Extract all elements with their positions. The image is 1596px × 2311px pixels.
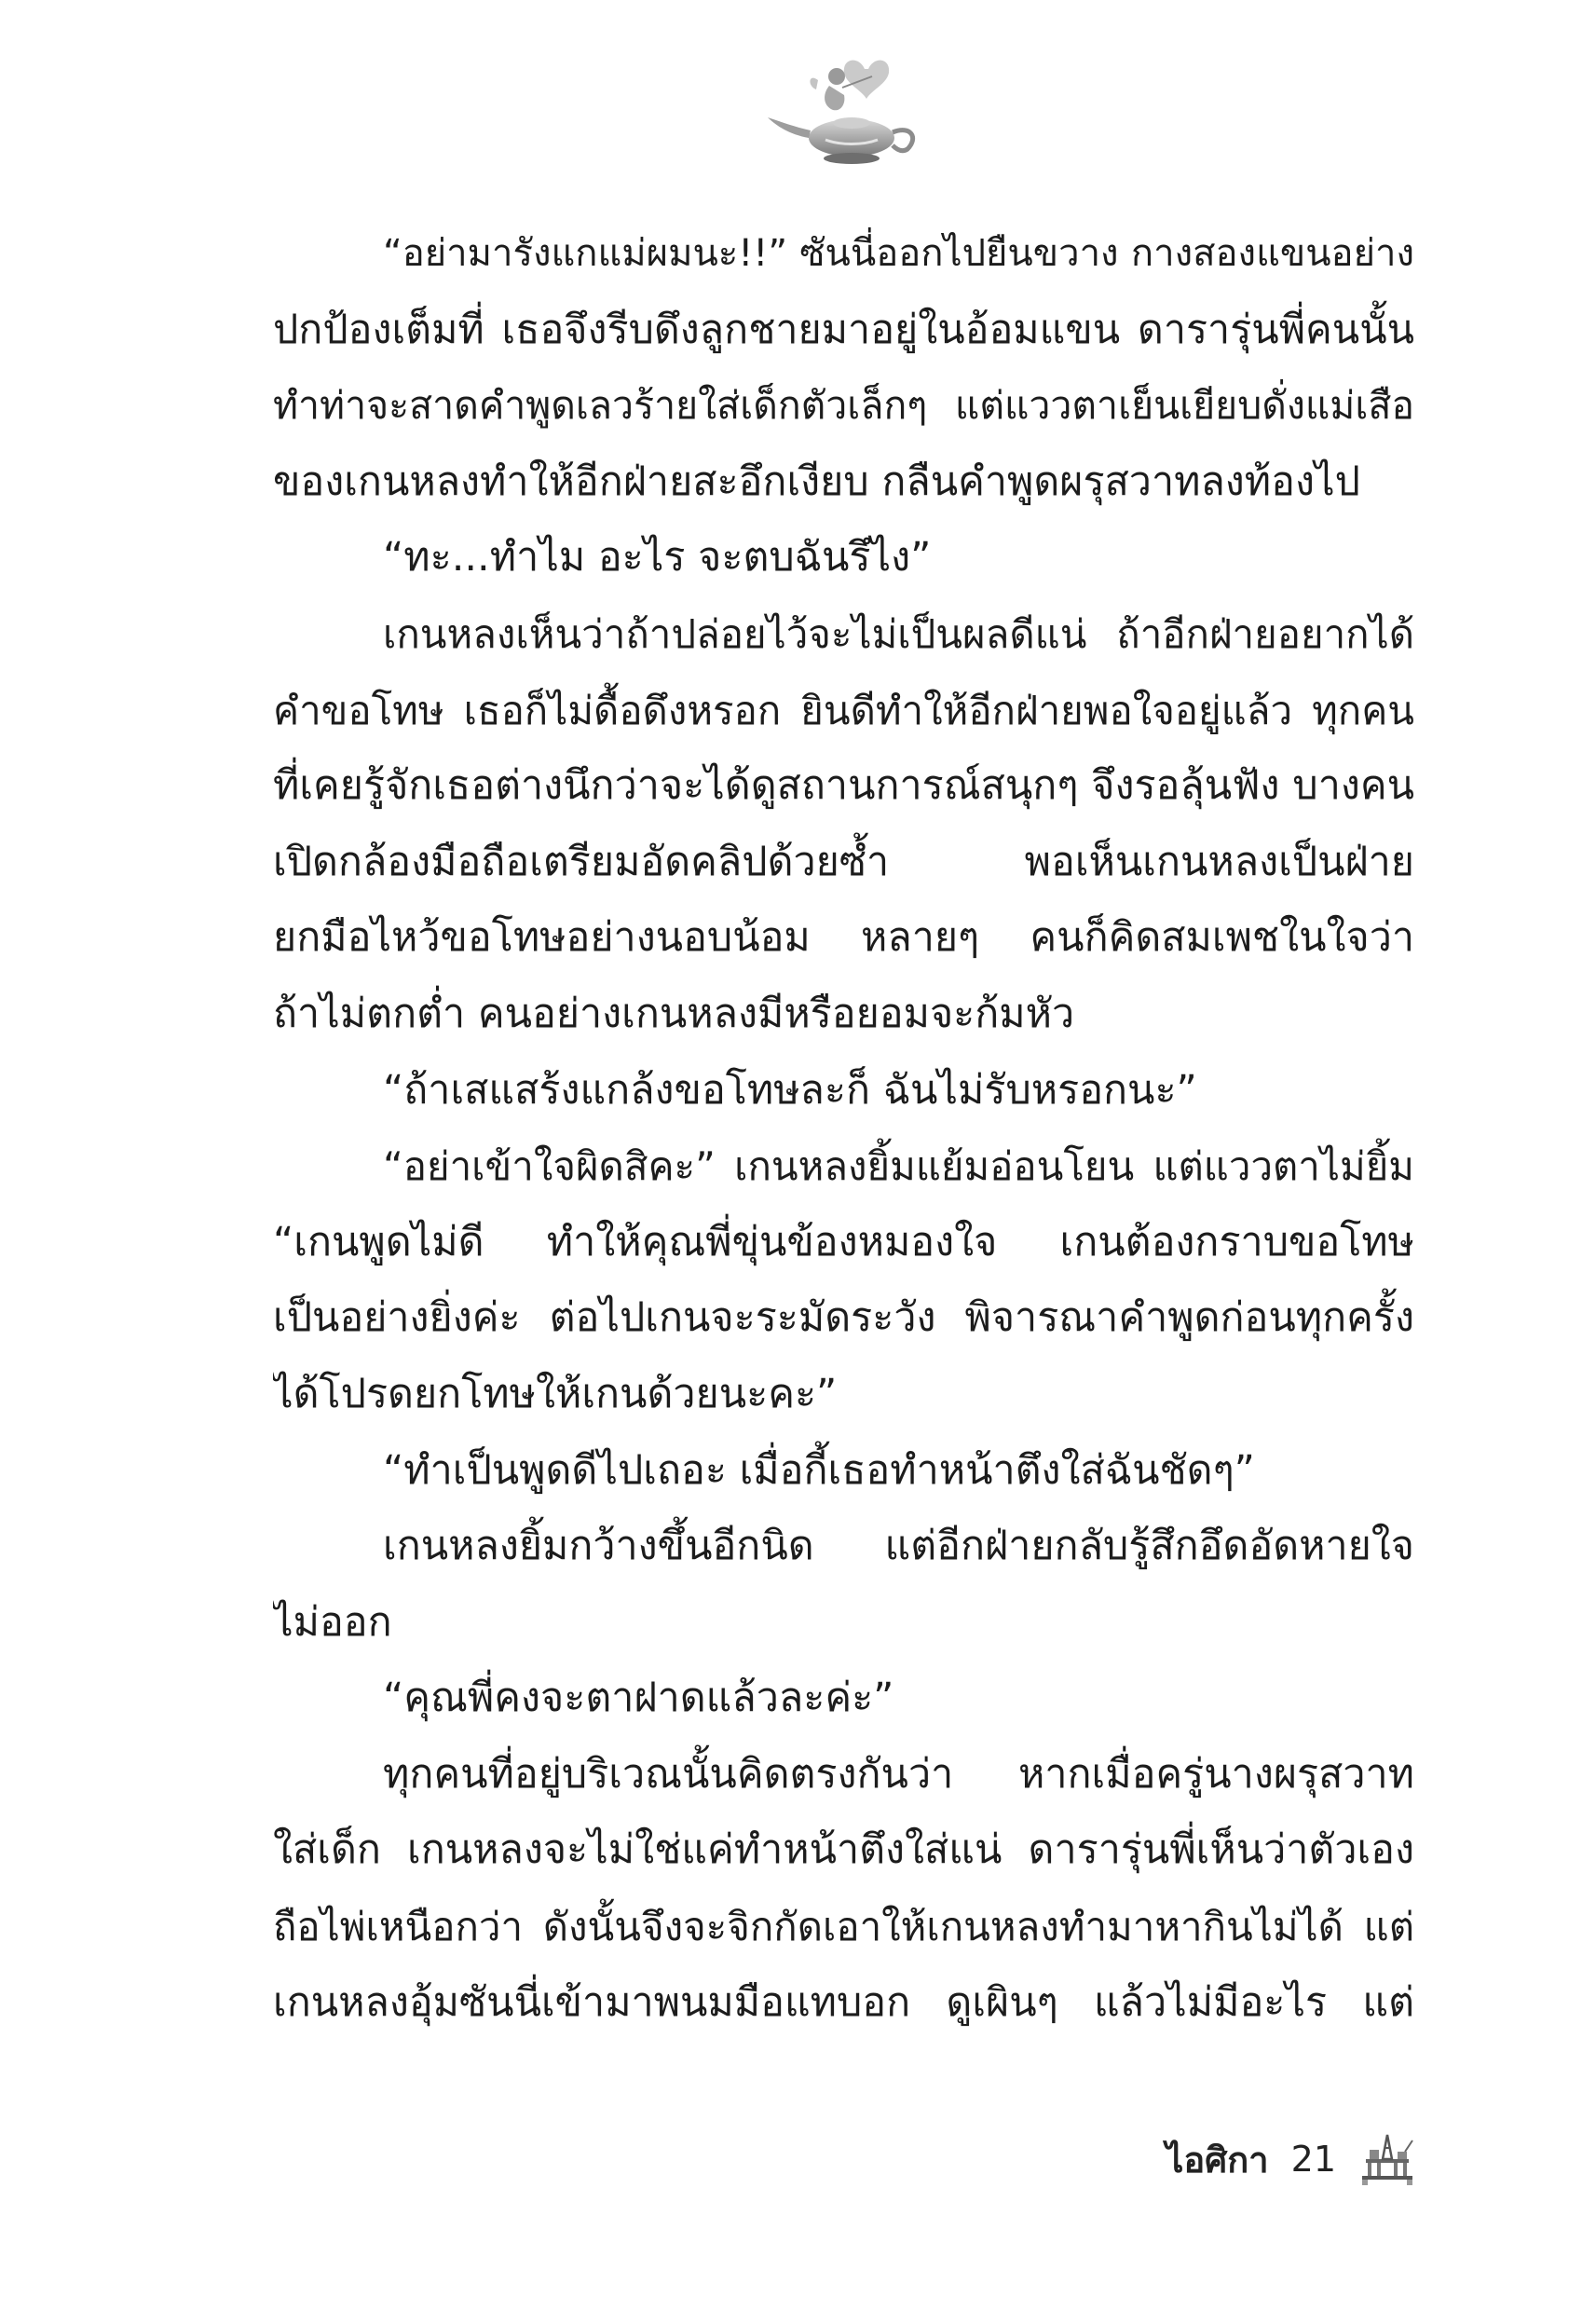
text-line: “อย่ามารังแกแม่ผมนะ!!” ซันนี่ออกไปยืนขวาง กางสองแขนอย่าง [383,232,1414,275]
text-line: ของเกนหลงทำให้อีกฝ่ายสะอึกเงียบ กลืนคำพูดผรุสวาทลงท้องไป [273,458,1360,505]
text-line: เกนหลงเห็นว่าถ้าปล่อยไว้จะไม่เป็นผลดีแน่ ถ้าอีกฝ่ายอยากได้ [383,610,1414,657]
text-line: ใส่เด็ก เกนหลงจะไม่ใช่แค่ทำหน้าตึงใส่แน่ ดารารุ่นพี่เห็นว่าตัวเอง [273,1826,1414,1874]
text-line: “ถ้าเสแสร้งแกล้งขอโทษละก็ ฉันไม่รับหรอกนะ” [383,1066,1197,1114]
text-line: “ทำเป็นพูดดีไปเถอะ เมื่อกี้เธอทำหน้าตึงใส่ฉันชัดๆ” [383,1446,1255,1494]
text-line: ถ้าไม่ตกต่ำ คนอย่างเกนหลงมีหรือยอมจะก้มหัว [273,990,1075,1037]
oil-rig-icon [1358,2131,1416,2187]
text-line: ถือไพ่เหนือกว่า ดังนั้นจึงจะจิกกัดเอาให้เกนหลงทำมาหากินไม่ได้ แต่ [273,1904,1414,1950]
page-footer [1099,2126,1416,2192]
text-line: ไม่ออก [273,1598,392,1646]
text-line: คำขอโทษ เธอก็ไม่ดื้อดึงหรอก ยินดีทำให้อีกฝ่ายพอใจอยู่แล้ว ทุกคน [273,687,1414,733]
book-title: ไอศิกา [1166,2139,1269,2181]
text-line: ได้โปรดยกโทษให้เกนด้วยนะคะ” [273,1370,838,1417]
text-line: ทำท่าจะสาดคำพูดเลวร้ายใส่เด็กตัวเล็กๆ แต่แววตาเย็นเยียบดั่งแม่เสือ [273,383,1414,429]
text-line [273,2041,1414,2043]
text-line: ยกมือไหว้ขอโทษอย่างนอบน้อม หลายๆ คนก็คิดสมเพชในใจว่า [273,914,1414,962]
text-line: เกนหลงอุ้มซันนี่เข้ามาพนมมือแทบอก ดูเผินๆ แล้วไม่มีอะไร แต่ [273,1978,1414,2026]
page-number: 21 [1290,2139,1336,2180]
genie-lamp-icon [751,48,937,170]
text-line: “คุณพี่คงจะตาฝาดแล้วละค่ะ” [383,1675,894,1722]
text-line: เป็นอย่างยิ่งค่ะ ต่อไปเกนจะระมัดระวัง พิจารณาคำพูดก่อนทุกครั้ง [273,1294,1414,1342]
text-line: เกนหลงยิ้มกว้างขึ้นอีกนิด แต่อีกฝ่ายกลับรู้สึกอึดอัดหายใจ [383,1523,1414,1570]
text-line: ปกป้องเต็มที่ เธอจึงรีบดึงลูกชายมาอยู่ในอ้อมแขน ดารารุ่นพี่คนนั้น [273,306,1414,353]
text-line: “เกนพูดไม่ดี ทำให้คุณพี่ขุ่นข้องหมองใจ เกนต้องกราบขอโทษ [273,1218,1414,1265]
body-text [273,216,1414,2043]
text-line: “อย่าเข้าใจผิดสิคะ” เกนหลงยิ้มแย้มอ่อนโยน แต่แววตาไม่ยิ้ม [383,1143,1414,1190]
text-line: “ทะ...ทำไม อะไร จะตบฉันรึไง” [383,534,932,581]
text-line: เปิดกล้องมือถือเตรียมอัดคลิปด้วยซ้ำ พอเห็นเกนหลงเป็นฝ่าย [273,838,1414,885]
text-line: ทุกคนที่อยู่บริเวณนั้นคิดตรงกันว่า หากเมื่อครู่นางผรุสวาท [383,1750,1414,1798]
text-line: ที่เคยรู้จักเธอต่างนึกว่าจะได้ดูสถานการณ์สนุกๆ จึงรอลุ้นฟัง บางคน [273,762,1414,810]
